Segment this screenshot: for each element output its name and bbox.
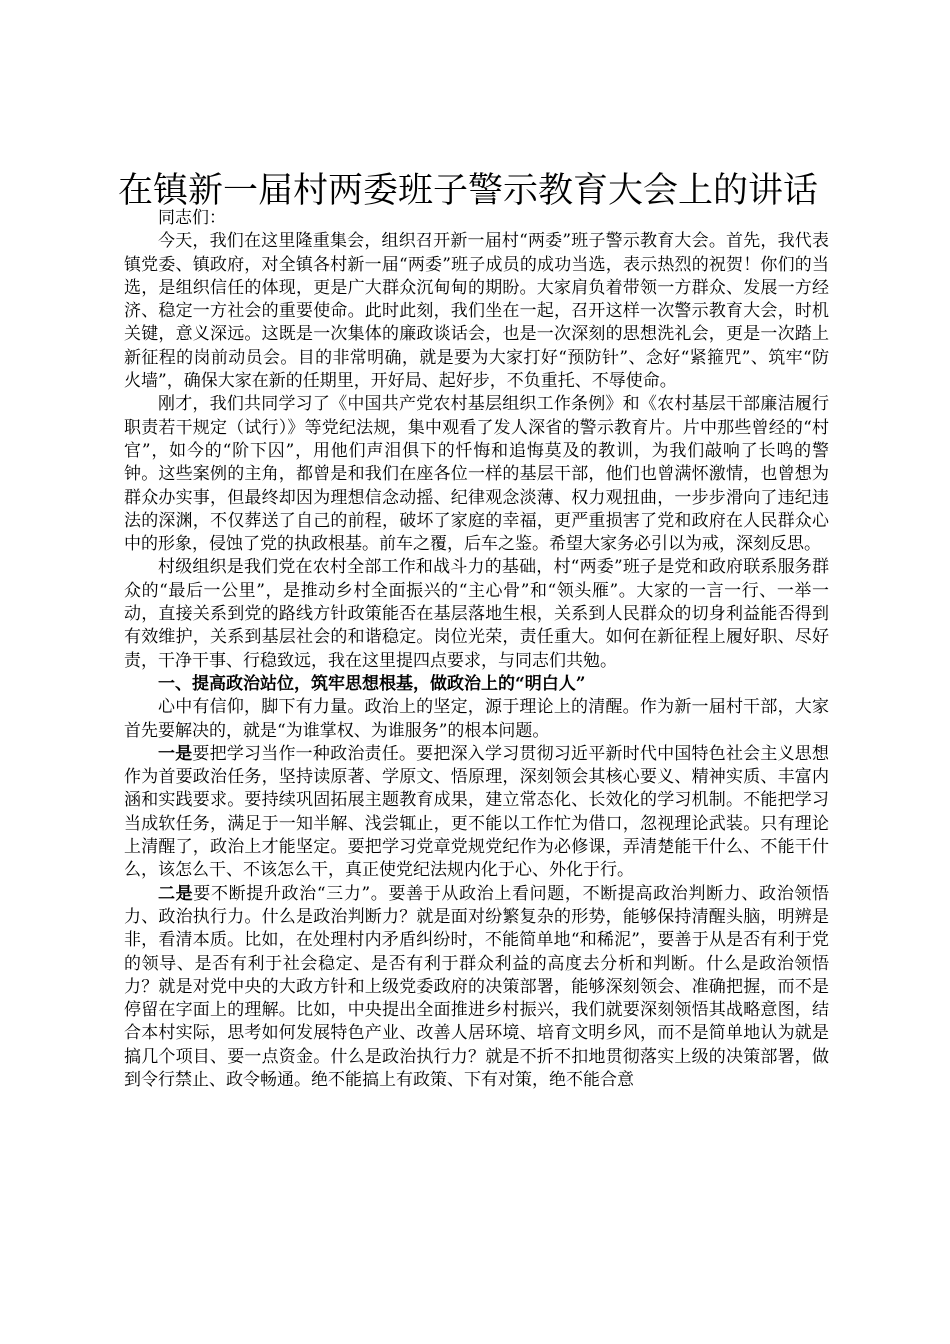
paragraph-opening: 今天，我们在这里隆重集会，组织召开新一届村“两委”班子警示教育大会。首先，我代表镇党委、镇政府，对全镇各村新一届“两委”班子成员的成功当选，表示热烈的祝贺！你们的当选，是组织信任的体现，更是广大群众沉甸甸的期盼。大家肩负着带领一方群众、发展一方经济、稳定一方社会的重要使命。此时此刻，我们坐在一起，召开这样一次警示教育大会，时机关键，意义深远。这既是一次集体的廉政谈话会，也是一次深刻的思想洗礼会，更是一次踏上新征程的岗前动员会。目的非常明确，就是要为大家打好“预防针”、念好“紧箍咒”、筑牢“防火墙”，确保大家在新的任期里，开好局、起好步，不负重托、不辱使命。	[124, 231, 829, 392]
document-body	[124, 207, 829, 1092]
point-one-lead: 一是	[158, 743, 193, 764]
point-two-text: 要不断提升政治“三力”。要善于从政治上看问题，不断提高政治判断力、政治领悟力、政治执行力。什么是政治判断力？就是面对纷繁复杂的形势，能够保持清醒头脑，明辨是非，看清本质。比如，在处理村内矛盾纠纷时，不能简单地“和稀泥”，要善于从是否有利于党的领导、是否有利于社会稳定、是否有利于群众利益的高度去分析和判断。什么是政治领悟力？就是对党中央的大政方针和上级党委政府的决策部署，能够深刻领会、准确把握，而不是停留在字面上的理解。比如，中央提出全面推进乡村振兴，我们就要深刻领悟其战略意图，结合本村实际，思考如何发展特色产业、改善人居环境、培育文明乡风，而不是简单地认为就是搞几个项目、要一点资金。什么是政治执行力？就是不折不扣地贯彻落实上级的决策部署，做到令行禁止、政令畅通。绝不能搞上有政策、下有对策，绝不能合意	[124, 883, 829, 1090]
paragraph-village-organization: 村级组织是我们党在农村全部工作和战斗力的基础，村“两委”班子是党和政府联系服务群众的“最后一公里”，是推动乡村全面振兴的“主心骨”和“领头雁”。大家的一言一行、一举一动，直接关系到党的路线方针政策能否在基层落地生根，关系到人民群众的切身利益能否得到有效维护，关系到基层社会的和谐稳定。岗位光荣，责任重大。如何在新征程上履好职、尽好责，干净干事、行稳致远，我在这里提四点要求，与同志们共勉。	[124, 557, 829, 671]
paragraph-warning-study: 刚才，我们共同学习了《中国共产党农村基层组织工作条例》和《农村基层干部廉洁履行职责若干规定（试行）》等党纪法规，集中观看了发人深省的警示教育片。片中那些曾经的“村官”，如今的“阶下囚”，用他们声泪俱下的忏悔和追悔莫及的教训，为我们敲响了长鸣的警钟。这些案例的主角，都曾是和我们在座各位一样的基层干部，他们也曾满怀激情，也曾想为群众办实事，但最终却因为理想信念动摇、纪律观念淡薄、权力观扭曲，一步步滑向了违纪违法的深渊，不仅葬送了自己的前程，破坏了家庭的幸福，更严重损害了党和政府在人民群众心中的形象，侵蚀了党的执政根基。前车之覆，后车之鉴。希望大家务必引以为戒，深刻反思。	[124, 394, 829, 555]
section-intro-1: 心中有信仰，脚下有力量。政治上的坚定，源于理论上的清醒。作为新一届村干部，大家首先要解决的，就是“为谁掌权、为谁服务”的根本问题。	[124, 697, 829, 741]
point-two-lead: 二是	[158, 883, 194, 904]
point-one-paragraph	[124, 743, 829, 883]
point-two-paragraph	[124, 883, 829, 1093]
document-title: 在镇新一届村两委班子警示教育大会上的讲话	[118, 171, 819, 211]
section-heading-1: 一、提高政治站位，筑牢思想根基，做政治上的“明白人”	[158, 673, 586, 694]
salutation: 同志们：	[158, 208, 226, 228]
point-one-text: 要把学习当作一种政治责任。要把深入学习贯彻习近平新时代中国特色社会主义思想作为首要政治任务，坚持读原著、学原文、悟原理，深刻领会其核心要义、精神实质、丰富内涵和实践要求。要持续巩固拓展主题教育成果，建立常态化、长效化的学习机制。不能把学习当成软任务，满足于一知半解、浅尝辄止，更不能以工作忙为借口，忽视理论武装。只有理论上清醒了，政治上才能坚定。要把学习党章党规党纪作为必修课，弄清楚能干什么、不能干什么，该怎么干、不该怎么干，真正使党纪法规内化于心、外化于行。	[124, 743, 829, 881]
